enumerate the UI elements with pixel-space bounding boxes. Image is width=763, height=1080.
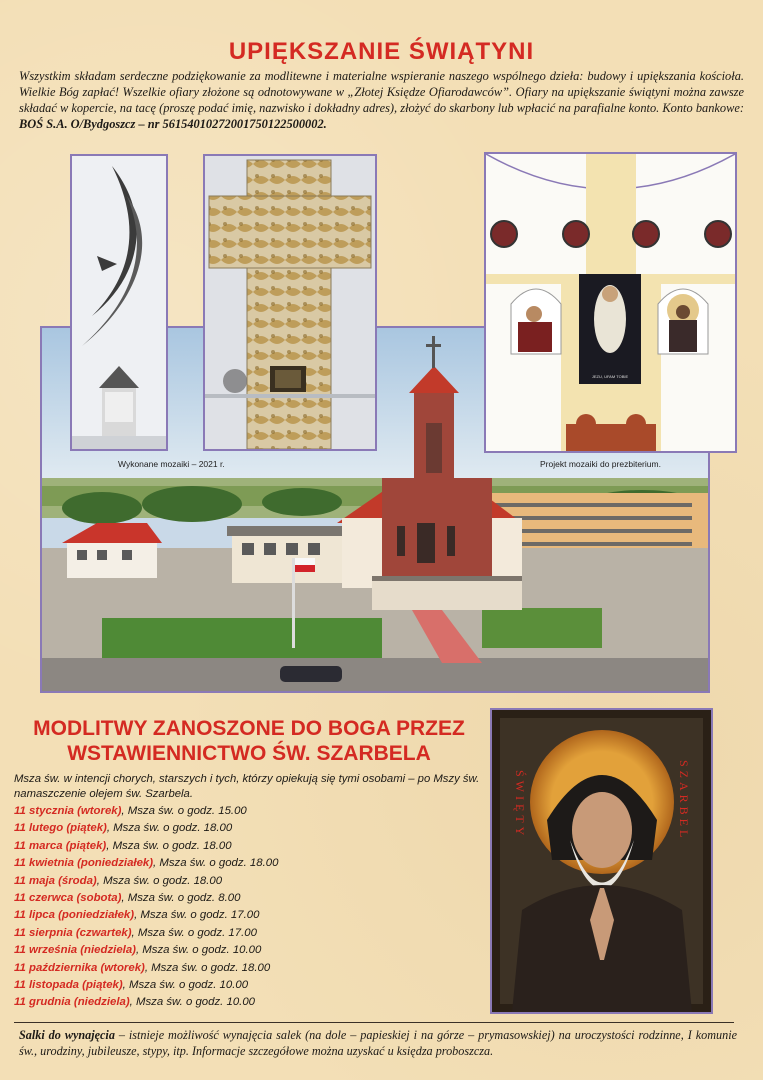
schedule-text: , Msza św. o godz. 18.00	[106, 822, 233, 835]
schedule-date: 11 grudnia (niedziela)	[14, 996, 130, 1009]
schedule-date: 11 sierpnia (czwartek)	[14, 926, 132, 939]
mosaic-photo-2-image	[205, 156, 375, 449]
schedule-date: 11 października (wtorek)	[14, 961, 145, 974]
schedule-text: , Msza św. o godz. 18.00	[153, 857, 279, 870]
schedule-item	[14, 838, 484, 855]
schedule-item	[14, 890, 484, 907]
icon-left-lettering: ŚWIĘTY	[513, 770, 527, 840]
schedule-item	[14, 994, 484, 1011]
schedule-item	[14, 942, 484, 959]
schedule-item	[14, 977, 484, 994]
mosaic-project	[484, 152, 737, 453]
schedule-text: , Msza św. o godz. 10.00	[122, 978, 249, 991]
schedule-text: , Msza św. o godz. 17.00	[134, 909, 260, 922]
schedule-text: , Msza św. o godz. 18.00	[144, 961, 271, 974]
mass-schedule	[14, 803, 484, 1012]
intro-paragraph	[19, 68, 744, 132]
schedule-item	[14, 925, 484, 942]
schedule-date: 11 lutego (piątek)	[14, 822, 107, 835]
schedule-item	[14, 855, 484, 872]
schedule-date: 11 września (niedziela)	[14, 944, 136, 957]
caption-mosaics-done: Wykonane mozaiki – 2021 r.	[118, 459, 225, 469]
schedule-date: 11 stycznia (wtorek)	[14, 805, 122, 817]
saint-charbel-painting	[492, 710, 711, 1012]
mosaic-project-image	[486, 154, 735, 451]
schedule-item	[14, 803, 484, 820]
intro-text: Wszystkim składam serdeczne podziękowanie za modlitewne i materialne wspieranie naszego wspólnego dzieła: budowy i upiększania kościoła. Wielkie Bóg zapłać! Wszelkie ofiary złożone są odnotowywane w „Złotej Księdze Ofiarodawców”. Ofiary na upiększanie świątyni można zawsze składać w kopercie, na tacę (proszę podać imię, nazwisko i dokładny adres), złożyć do skarbony lub wpłacić na parafialne konto. Konto bankowe:	[19, 69, 744, 115]
mosaic-photo-1-image	[72, 156, 166, 449]
project-inscription: JEZU, UFAM TOBIE	[591, 374, 629, 379]
schedule-text: , Msza św. o godz. 8.00	[121, 891, 241, 904]
schedule-date: 11 marca (piątek)	[14, 839, 107, 852]
page-title: UPIĘKSZANIE ŚWIĄTYNI	[228, 38, 535, 65]
rentals-note	[19, 1027, 737, 1059]
schedule-date: 11 maja (środa)	[14, 874, 97, 887]
footer-divider	[14, 1022, 734, 1023]
mosaic-photo-2	[203, 154, 377, 451]
schedule-text: , Msza św. o godz. 18.00	[106, 839, 232, 852]
schedule-item	[14, 820, 484, 837]
prayers-intro: Msza św. w intencji chorych, starszych i tych, którzy opiekują się tymi osobami – po Mszy św. namaszczenie olejem św. Szarbela.	[14, 773, 480, 800]
mosaic-photo-1	[70, 154, 168, 451]
schedule-text: , Msza św. o godz. 18.00	[96, 874, 223, 887]
rentals-label: Salki do wynajęcia	[19, 1028, 115, 1042]
prayers-title-line2: WSTAWIENNICTWO ŚW. SZARBELA	[67, 742, 431, 765]
schedule-text: , Msza św. o godz. 15.00	[121, 805, 247, 817]
schedule-item	[14, 960, 484, 977]
schedule-item	[14, 873, 484, 890]
schedule-date: 11 lipca (poniedziałek)	[14, 909, 135, 922]
caption-mosaic-project: Projekt mozaiki do prezbiterium.	[540, 459, 661, 469]
prayers-title-line1: MODLITWY ZANOSZONE DO BOGA PRZEZ	[33, 717, 465, 740]
schedule-date: 11 czerwca (sobota)	[14, 891, 122, 904]
icon-right-lettering: SZARBEL	[677, 760, 691, 842]
prayers-title	[14, 716, 484, 766]
rentals-text: – istnieje możliwość wynajęcia salek (na dole – papieskiej i na górze – prymasowskiej) na uroczystości rodzinne, I komunie św., urodziny, jubileusze, stypy, itp. Informacje szczegółowe można uzyskać u księdza proboszcza.	[19, 1028, 737, 1058]
schedule-text: , Msza św. o godz. 10.00	[129, 996, 255, 1009]
schedule-item	[14, 907, 484, 924]
bank-account: BOŚ S.A. O/Bydgoszcz – nr 56154010272001750122500002.	[19, 117, 327, 131]
saint-charbel-icon-image	[490, 708, 713, 1014]
schedule-date: 11 kwietnia (poniedziałek)	[14, 857, 154, 870]
schedule-text: , Msza św. o godz. 17.00	[131, 926, 257, 939]
schedule-date: 11 listopada (piątek)	[14, 978, 123, 991]
schedule-text: , Msza św. o godz. 10.00	[135, 944, 262, 957]
